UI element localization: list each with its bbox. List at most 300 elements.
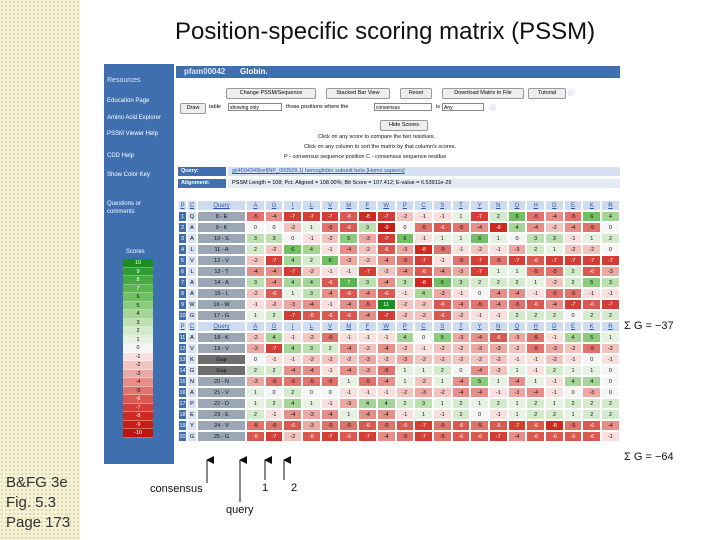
score-cell[interactable]: -5 bbox=[339, 420, 358, 431]
score-cell[interactable]: 4 bbox=[283, 398, 302, 409]
score-cell[interactable]: -7 bbox=[321, 431, 340, 442]
score-cell[interactable]: -5 bbox=[545, 288, 564, 299]
score-cell[interactable]: -2 bbox=[339, 354, 358, 365]
score-cell[interactable]: -5 bbox=[452, 222, 471, 233]
score-cell[interactable]: 4 bbox=[377, 398, 396, 409]
score-cell[interactable]: 2 bbox=[564, 277, 583, 288]
score-cell[interactable]: -5 bbox=[265, 376, 284, 387]
score-cell[interactable]: -5 bbox=[246, 211, 265, 222]
score-cell[interactable]: -7 bbox=[377, 310, 396, 321]
score-cell[interactable]: -7 bbox=[545, 255, 564, 266]
score-cell[interactable]: 3 bbox=[302, 343, 321, 354]
score-cell[interactable]: 2 bbox=[246, 244, 265, 255]
score-cell[interactable]: -4 bbox=[377, 343, 396, 354]
score-cell[interactable]: -3 bbox=[246, 376, 265, 387]
score-cell[interactable]: 1 bbox=[433, 398, 452, 409]
score-cell[interactable]: 0 bbox=[601, 365, 620, 376]
score-cell[interactable]: 7 bbox=[339, 277, 358, 288]
score-cell[interactable]: -2 bbox=[414, 376, 433, 387]
score-cell[interactable]: 2 bbox=[265, 365, 284, 376]
score-cell[interactable]: -5 bbox=[283, 376, 302, 387]
score-cell[interactable]: -6 bbox=[582, 420, 601, 431]
score-cell[interactable]: -1 bbox=[526, 354, 545, 365]
score-cell[interactable]: 1 bbox=[489, 266, 508, 277]
column-header[interactable]: L bbox=[302, 321, 321, 332]
score-cell[interactable]: -7 bbox=[414, 420, 433, 431]
any-select[interactable]: Any bbox=[442, 103, 484, 111]
score-cell[interactable]: 0 bbox=[470, 409, 489, 420]
score-cell[interactable]: 2 bbox=[470, 277, 489, 288]
column-header[interactable]: C bbox=[187, 200, 197, 211]
score-cell[interactable]: -4 bbox=[339, 343, 358, 354]
score-cell[interactable]: 1 bbox=[508, 365, 527, 376]
score-cell[interactable]: 2 bbox=[545, 365, 564, 376]
score-cell[interactable]: -7 bbox=[414, 431, 433, 442]
score-cell[interactable]: -5 bbox=[321, 376, 340, 387]
column-header[interactable]: T bbox=[452, 200, 471, 211]
score-cell[interactable]: 1 bbox=[246, 310, 265, 321]
score-cell[interactable]: -2 bbox=[564, 343, 583, 354]
score-cell[interactable]: -5 bbox=[526, 211, 545, 222]
score-cell[interactable]: -2 bbox=[545, 354, 564, 365]
score-cell[interactable]: -7 bbox=[470, 211, 489, 222]
score-cell[interactable]: -1 bbox=[601, 431, 620, 442]
score-cell[interactable]: -2 bbox=[246, 332, 265, 343]
score-cell[interactable]: -2 bbox=[470, 354, 489, 365]
score-cell[interactable]: -6 bbox=[582, 431, 601, 442]
score-cell[interactable]: -5 bbox=[414, 222, 433, 233]
score-cell[interactable]: 6 bbox=[582, 211, 601, 222]
score-cell[interactable]: 2 bbox=[246, 365, 265, 376]
score-cell[interactable]: -3 bbox=[358, 365, 377, 376]
score-cell[interactable]: -1 bbox=[601, 354, 620, 365]
score-cell[interactable]: 1 bbox=[246, 387, 265, 398]
column-header[interactable]: D bbox=[545, 321, 564, 332]
score-cell[interactable]: -2 bbox=[396, 310, 415, 321]
score-cell[interactable]: -4 bbox=[339, 299, 358, 310]
column-header[interactable]: W bbox=[377, 200, 396, 211]
score-cell[interactable]: -2 bbox=[283, 222, 302, 233]
score-cell[interactable]: -4 bbox=[470, 222, 489, 233]
score-cell[interactable]: 1 bbox=[508, 409, 527, 420]
score-cell[interactable]: -6 bbox=[358, 420, 377, 431]
score-cell[interactable]: -1 bbox=[601, 288, 620, 299]
score-cell[interactable]: -1 bbox=[545, 332, 564, 343]
score-cell[interactable]: -6 bbox=[377, 288, 396, 299]
score-cell[interactable]: -6 bbox=[339, 222, 358, 233]
column-header[interactable]: D bbox=[545, 200, 564, 211]
score-cell[interactable]: 3 bbox=[246, 233, 265, 244]
score-cell[interactable]: 4 bbox=[564, 332, 583, 343]
score-cell[interactable]: 4 bbox=[582, 376, 601, 387]
column-header[interactable]: M bbox=[339, 321, 358, 332]
score-cell[interactable]: 4 bbox=[564, 376, 583, 387]
score-cell[interactable]: -1 bbox=[339, 266, 358, 277]
score-cell[interactable]: 6 bbox=[396, 233, 415, 244]
score-cell[interactable]: -3 bbox=[601, 266, 620, 277]
score-cell[interactable]: -4 bbox=[283, 409, 302, 420]
score-cell[interactable]: 2 bbox=[265, 398, 284, 409]
score-cell[interactable]: -4 bbox=[396, 266, 415, 277]
column-header[interactable]: G bbox=[265, 200, 284, 211]
score-cell[interactable]: -2 bbox=[377, 354, 396, 365]
score-cell[interactable]: 6 bbox=[433, 277, 452, 288]
score-cell[interactable]: 2 bbox=[564, 266, 583, 277]
score-cell[interactable]: 0 bbox=[283, 233, 302, 244]
sidebar-link-cdd-help[interactable]: CDD Help bbox=[107, 153, 135, 159]
score-cell[interactable]: -1 bbox=[321, 244, 340, 255]
score-cell[interactable]: -6 bbox=[526, 431, 545, 442]
score-cell[interactable]: 2 bbox=[508, 310, 527, 321]
score-cell[interactable]: 2 bbox=[545, 409, 564, 420]
score-cell[interactable]: 1 bbox=[489, 376, 508, 387]
score-cell[interactable]: 0 bbox=[582, 354, 601, 365]
score-cell[interactable]: -1 bbox=[545, 387, 564, 398]
score-cell[interactable]: -2 bbox=[302, 354, 321, 365]
score-cell[interactable]: 6 bbox=[470, 233, 489, 244]
score-cell[interactable]: -7 bbox=[470, 255, 489, 266]
score-cell[interactable]: -4 bbox=[452, 299, 471, 310]
score-cell[interactable]: -1 bbox=[246, 299, 265, 310]
score-cell[interactable]: 1 bbox=[339, 409, 358, 420]
score-cell[interactable]: -6 bbox=[339, 310, 358, 321]
score-cell[interactable]: -5 bbox=[396, 431, 415, 442]
score-cell[interactable]: 6 bbox=[321, 255, 340, 266]
hide-scores-button[interactable]: Hide Scores bbox=[380, 120, 428, 131]
score-cell[interactable]: -2 bbox=[302, 332, 321, 343]
score-cell[interactable]: -2 bbox=[582, 244, 601, 255]
score-cell[interactable]: -2 bbox=[302, 266, 321, 277]
score-cell[interactable]: 1 bbox=[302, 398, 321, 409]
score-cell[interactable]: 1 bbox=[508, 266, 527, 277]
score-cell[interactable]: -5 bbox=[433, 244, 452, 255]
column-header[interactable]: C bbox=[414, 321, 433, 332]
score-cell[interactable]: -3 bbox=[433, 288, 452, 299]
score-cell[interactable]: 3 bbox=[302, 288, 321, 299]
score-cell[interactable]: 1 bbox=[564, 365, 583, 376]
score-cell[interactable]: -7 bbox=[377, 233, 396, 244]
score-cell[interactable]: -6 bbox=[321, 310, 340, 321]
score-cell[interactable]: 1 bbox=[545, 244, 564, 255]
score-cell[interactable]: -6 bbox=[489, 420, 508, 431]
score-cell[interactable]: 4 bbox=[283, 277, 302, 288]
score-cell[interactable]: -3 bbox=[358, 354, 377, 365]
score-cell[interactable]: -4 bbox=[433, 266, 452, 277]
draw-button[interactable]: Draw bbox=[180, 103, 206, 114]
score-cell[interactable]: -2 bbox=[396, 343, 415, 354]
score-cell[interactable]: -1 bbox=[396, 288, 415, 299]
score-cell[interactable]: 2 bbox=[302, 255, 321, 266]
score-cell[interactable]: 0 bbox=[265, 222, 284, 233]
score-cell[interactable]: 3 bbox=[526, 233, 545, 244]
score-cell[interactable]: -6 bbox=[321, 277, 340, 288]
score-cell[interactable]: -6 bbox=[564, 431, 583, 442]
column-header[interactable]: V bbox=[321, 200, 340, 211]
score-cell[interactable]: 1 bbox=[433, 376, 452, 387]
score-cell[interactable]: -1 bbox=[377, 387, 396, 398]
score-cell[interactable]: -6 bbox=[302, 310, 321, 321]
score-cell[interactable]: 0 bbox=[414, 332, 433, 343]
column-header[interactable]: W bbox=[377, 321, 396, 332]
score-cell[interactable]: -2 bbox=[377, 266, 396, 277]
score-cell[interactable]: 3 bbox=[358, 277, 377, 288]
column-header[interactable]: I bbox=[283, 321, 302, 332]
score-cell[interactable]: -2 bbox=[414, 354, 433, 365]
score-cell[interactable]: -7 bbox=[470, 266, 489, 277]
score-cell[interactable]: -1 bbox=[452, 244, 471, 255]
score-cell[interactable]: -5 bbox=[321, 222, 340, 233]
help-icon[interactable]: ⓘ bbox=[490, 106, 497, 112]
score-cell[interactable]: -6 bbox=[489, 332, 508, 343]
score-cell[interactable]: -5 bbox=[545, 266, 564, 277]
score-cell[interactable]: -2 bbox=[396, 387, 415, 398]
score-cell[interactable]: -5 bbox=[433, 420, 452, 431]
stacked-bar-view-button[interactable]: Stacked Bar View bbox=[326, 88, 390, 99]
score-cell[interactable]: -4 bbox=[526, 222, 545, 233]
score-cell[interactable]: 2 bbox=[526, 244, 545, 255]
score-cell[interactable]: -4 bbox=[526, 387, 545, 398]
score-cell[interactable]: -7 bbox=[265, 343, 284, 354]
score-cell[interactable]: -2 bbox=[545, 222, 564, 233]
score-cell[interactable]: 4 bbox=[396, 332, 415, 343]
score-cell[interactable]: -5 bbox=[582, 222, 601, 233]
score-cell[interactable]: 2 bbox=[489, 211, 508, 222]
column-header[interactable]: A bbox=[246, 321, 265, 332]
score-cell[interactable]: -4 bbox=[339, 365, 358, 376]
score-cell[interactable]: -8 bbox=[545, 420, 564, 431]
score-cell[interactable]: -4 bbox=[377, 409, 396, 420]
score-cell[interactable]: -2 bbox=[265, 244, 284, 255]
score-cell[interactable]: 5 bbox=[582, 277, 601, 288]
score-cell[interactable]: 4 bbox=[508, 222, 527, 233]
score-cell[interactable]: -1 bbox=[414, 211, 433, 222]
score-cell[interactable]: -4 bbox=[321, 288, 340, 299]
score-cell[interactable]: -2 bbox=[601, 343, 620, 354]
score-cell[interactable]: -7 bbox=[414, 255, 433, 266]
showing-select[interactable]: showing only bbox=[228, 103, 282, 111]
column-header[interactable]: H bbox=[526, 200, 545, 211]
score-cell[interactable]: -1 bbox=[414, 233, 433, 244]
score-cell[interactable]: -4 bbox=[470, 387, 489, 398]
score-cell[interactable]: -2 bbox=[283, 431, 302, 442]
score-cell[interactable]: -6 bbox=[414, 266, 433, 277]
score-cell[interactable]: -3 bbox=[283, 299, 302, 310]
score-cell[interactable]: -7 bbox=[564, 255, 583, 266]
score-cell[interactable]: -1 bbox=[433, 409, 452, 420]
score-cell[interactable]: -3 bbox=[358, 233, 377, 244]
score-cell[interactable]: -4 bbox=[601, 420, 620, 431]
score-cell[interactable]: -1 bbox=[526, 288, 545, 299]
column-header[interactable]: E bbox=[564, 200, 583, 211]
score-cell[interactable]: 1 bbox=[283, 288, 302, 299]
score-cell[interactable]: -6 bbox=[433, 299, 452, 310]
score-cell[interactable]: -4 bbox=[470, 365, 489, 376]
score-cell[interactable]: -2 bbox=[433, 387, 452, 398]
score-cell[interactable]: 3 bbox=[545, 233, 564, 244]
score-cell[interactable]: 0 bbox=[302, 387, 321, 398]
score-cell[interactable]: -7 bbox=[358, 431, 377, 442]
score-cell[interactable]: 4 bbox=[302, 244, 321, 255]
score-cell[interactable]: -5 bbox=[358, 376, 377, 387]
score-cell[interactable]: -5 bbox=[358, 299, 377, 310]
score-cell[interactable]: -1 bbox=[470, 310, 489, 321]
score-cell[interactable]: -3 bbox=[339, 255, 358, 266]
column-header[interactable]: V bbox=[321, 321, 340, 332]
score-cell[interactable]: 0 bbox=[246, 222, 265, 233]
score-cell[interactable]: 1 bbox=[433, 233, 452, 244]
score-cell[interactable]: -6 bbox=[526, 299, 545, 310]
score-cell[interactable]: -4 bbox=[508, 431, 527, 442]
score-cell[interactable]: -3 bbox=[470, 343, 489, 354]
score-cell[interactable]: -1 bbox=[526, 365, 545, 376]
score-cell[interactable]: -1 bbox=[545, 376, 564, 387]
score-cell[interactable]: -3 bbox=[396, 354, 415, 365]
score-cell[interactable]: 2 bbox=[396, 398, 415, 409]
column-header[interactable]: Query bbox=[197, 200, 246, 211]
score-cell[interactable]: 6 bbox=[283, 244, 302, 255]
score-cell[interactable]: 2 bbox=[283, 387, 302, 398]
score-cell[interactable]: 2 bbox=[265, 310, 284, 321]
score-cell[interactable]: -1 bbox=[302, 233, 321, 244]
score-cell[interactable]: 1 bbox=[302, 222, 321, 233]
score-cell[interactable]: -2 bbox=[358, 244, 377, 255]
score-cell[interactable]: -2 bbox=[321, 354, 340, 365]
score-cell[interactable]: -7 bbox=[302, 211, 321, 222]
score-cell[interactable]: 5 bbox=[433, 332, 452, 343]
score-cell[interactable]: 1 bbox=[452, 233, 471, 244]
score-cell[interactable]: -1 bbox=[321, 266, 340, 277]
score-cell[interactable]: -2 bbox=[452, 343, 471, 354]
score-cell[interactable]: 4 bbox=[265, 332, 284, 343]
score-cell[interactable]: -8 bbox=[414, 277, 433, 288]
score-cell[interactable]: 3 bbox=[265, 233, 284, 244]
score-cell[interactable]: 2 bbox=[321, 343, 340, 354]
score-cell[interactable]: -2 bbox=[358, 343, 377, 354]
score-cell[interactable]: -1 bbox=[265, 354, 284, 365]
score-cell[interactable]: -3 bbox=[508, 244, 527, 255]
score-cell[interactable]: -4 bbox=[452, 376, 471, 387]
column-header[interactable]: P bbox=[396, 321, 415, 332]
score-cell[interactable]: -3 bbox=[508, 332, 527, 343]
score-cell[interactable]: -7 bbox=[582, 255, 601, 266]
score-cell[interactable]: 3 bbox=[452, 277, 471, 288]
score-cell[interactable]: -5 bbox=[564, 420, 583, 431]
score-cell[interactable]: -7 bbox=[601, 255, 620, 266]
score-cell[interactable]: -2 bbox=[321, 233, 340, 244]
score-cell[interactable]: -5 bbox=[470, 420, 489, 431]
score-cell[interactable]: -4 bbox=[452, 387, 471, 398]
score-cell[interactable]: -4 bbox=[508, 288, 527, 299]
score-cell[interactable]: -2 bbox=[265, 299, 284, 310]
score-cell[interactable]: -6 bbox=[526, 420, 545, 431]
score-cell[interactable]: -4 bbox=[489, 299, 508, 310]
column-header[interactable]: R bbox=[601, 200, 620, 211]
score-cell[interactable]: -6 bbox=[582, 299, 601, 310]
score-cell[interactable]: -4 bbox=[564, 222, 583, 233]
score-cell[interactable]: 1 bbox=[339, 376, 358, 387]
score-cell[interactable]: -6 bbox=[339, 431, 358, 442]
score-cell[interactable]: 1 bbox=[470, 398, 489, 409]
score-cell[interactable]: 0 bbox=[564, 387, 583, 398]
score-cell[interactable]: -2 bbox=[564, 244, 583, 255]
score-cell[interactable]: 11 bbox=[377, 299, 396, 310]
score-cell[interactable]: -4 bbox=[377, 277, 396, 288]
score-cell[interactable]: -1 bbox=[358, 332, 377, 343]
score-cell[interactable]: 0 bbox=[601, 376, 620, 387]
sidebar-link-color-key[interactable]: Show Color Key bbox=[107, 172, 151, 178]
score-cell[interactable]: 4 bbox=[283, 255, 302, 266]
score-cell[interactable]: -3 bbox=[582, 387, 601, 398]
score-cell[interactable]: -5 bbox=[321, 420, 340, 431]
score-cell[interactable]: -4 bbox=[489, 288, 508, 299]
score-cell[interactable]: -8 bbox=[358, 211, 377, 222]
column-header[interactable]: G bbox=[265, 321, 284, 332]
score-cell[interactable]: -1 bbox=[358, 387, 377, 398]
score-cell[interactable]: -6 bbox=[396, 420, 415, 431]
column-header[interactable]: F bbox=[358, 200, 377, 211]
score-cell[interactable]: 1 bbox=[414, 409, 433, 420]
column-header[interactable]: P bbox=[178, 321, 187, 332]
score-cell[interactable]: -3 bbox=[302, 420, 321, 431]
score-cell[interactable]: -5 bbox=[470, 299, 489, 310]
score-cell[interactable]: 5 bbox=[339, 233, 358, 244]
column-header[interactable]: I bbox=[283, 200, 302, 211]
score-cell[interactable]: -1 bbox=[377, 332, 396, 343]
score-cell[interactable]: -2 bbox=[489, 365, 508, 376]
score-cell[interactable]: -6 bbox=[452, 420, 471, 431]
score-cell[interactable]: -2 bbox=[396, 211, 415, 222]
score-cell[interactable]: 1 bbox=[564, 409, 583, 420]
score-cell[interactable]: -5 bbox=[433, 431, 452, 442]
score-cell[interactable]: 2 bbox=[246, 409, 265, 420]
score-cell[interactable]: 2 bbox=[526, 398, 545, 409]
score-cell[interactable]: -4 bbox=[339, 244, 358, 255]
score-cell[interactable]: -7 bbox=[601, 299, 620, 310]
score-cell[interactable]: -4 bbox=[470, 332, 489, 343]
score-cell[interactable]: 2 bbox=[601, 409, 620, 420]
score-cell[interactable]: -1 bbox=[489, 244, 508, 255]
score-cell[interactable]: -1 bbox=[508, 354, 527, 365]
score-cell[interactable]: -4 bbox=[265, 277, 284, 288]
score-cell[interactable]: 1 bbox=[582, 365, 601, 376]
column-header[interactable]: Y bbox=[470, 321, 489, 332]
score-cell[interactable]: -2 bbox=[414, 299, 433, 310]
score-cell[interactable]: 2 bbox=[601, 398, 620, 409]
score-cell[interactable]: -2 bbox=[545, 277, 564, 288]
score-cell[interactable]: 3 bbox=[246, 277, 265, 288]
score-cell[interactable]: -8 bbox=[414, 244, 433, 255]
score-cell[interactable]: -1 bbox=[564, 354, 583, 365]
score-cell[interactable]: -2 bbox=[396, 299, 415, 310]
score-cell[interactable]: 2 bbox=[526, 310, 545, 321]
score-cell[interactable]: 2 bbox=[508, 277, 527, 288]
score-cell[interactable]: -2 bbox=[433, 343, 452, 354]
score-cell[interactable]: 3 bbox=[601, 277, 620, 288]
score-cell[interactable]: -1 bbox=[396, 409, 415, 420]
score-cell[interactable]: -2 bbox=[452, 354, 471, 365]
score-cell[interactable]: 3 bbox=[396, 277, 415, 288]
score-cell[interactable]: -4 bbox=[545, 211, 564, 222]
score-cell[interactable]: -5 bbox=[526, 266, 545, 277]
sidebar-link-questions[interactable]: Questions or comments bbox=[107, 201, 142, 215]
score-cell[interactable]: -3 bbox=[396, 244, 415, 255]
column-header[interactable]: C bbox=[414, 200, 433, 211]
score-cell[interactable]: -6 bbox=[433, 310, 452, 321]
score-cell[interactable]: -7 bbox=[508, 255, 527, 266]
score-cell[interactable]: -3 bbox=[414, 387, 433, 398]
score-cell[interactable]: -1 bbox=[564, 233, 583, 244]
score-cell[interactable]: 2 bbox=[489, 398, 508, 409]
